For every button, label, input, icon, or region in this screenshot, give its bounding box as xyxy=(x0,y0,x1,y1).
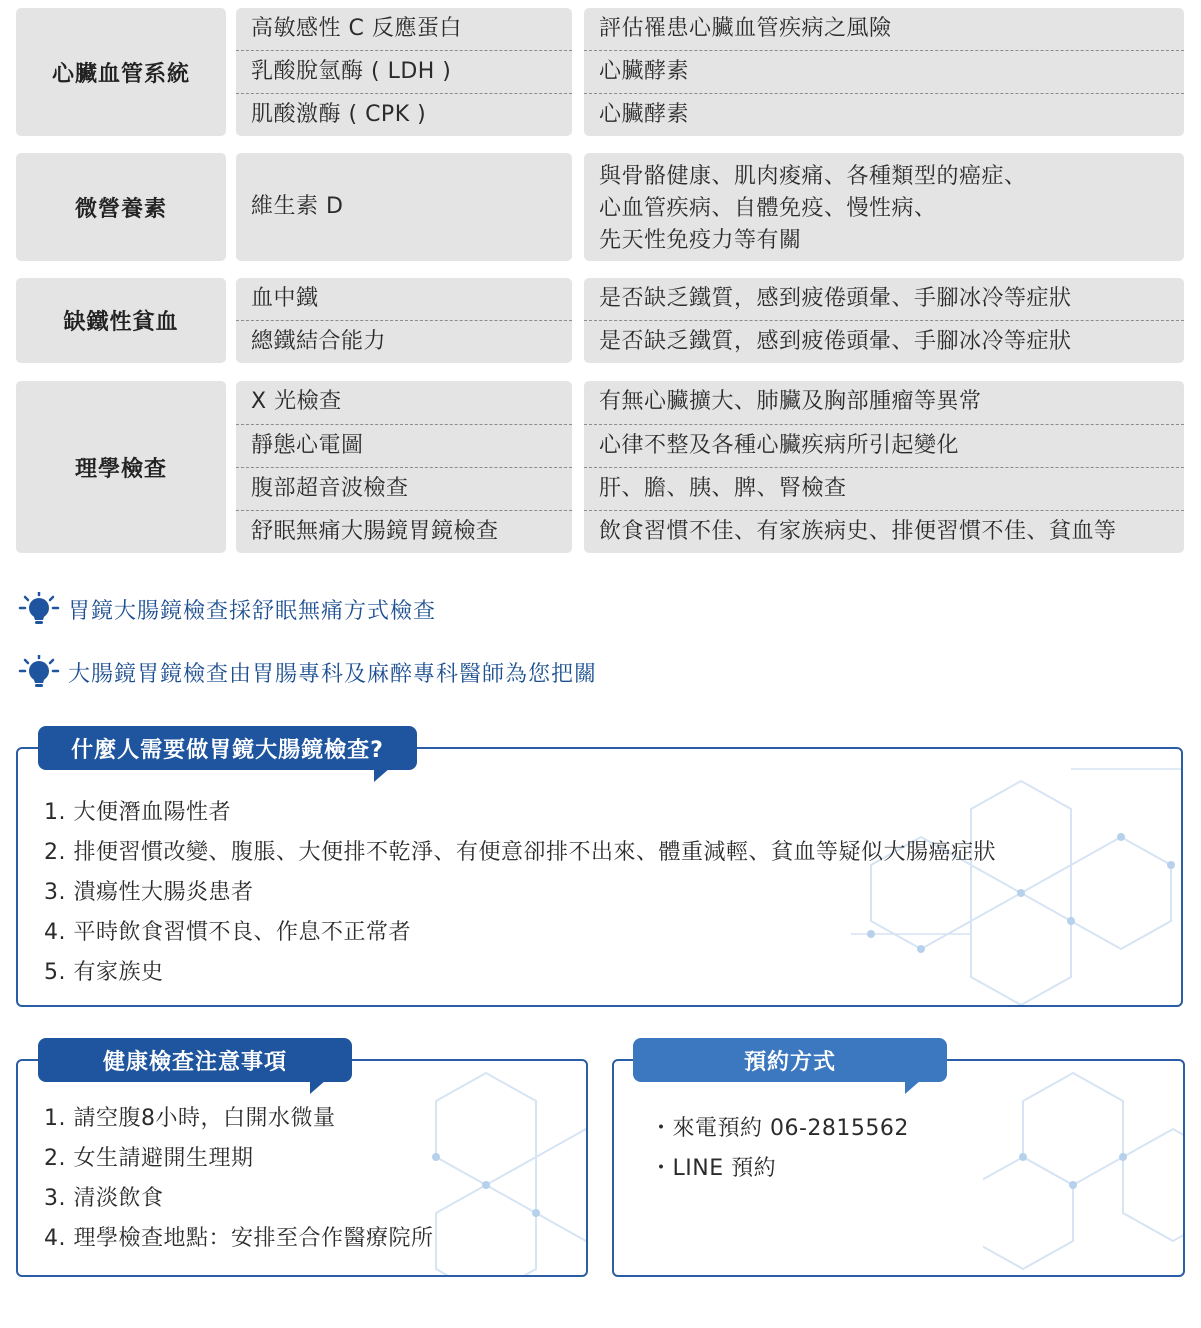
list-item: ・LINE 預約 xyxy=(650,1156,777,1181)
who-list xyxy=(44,793,996,993)
table-cell: 心臟酵素 xyxy=(584,50,1184,93)
list-item: 5. 有家族史 xyxy=(44,960,164,985)
table-cell: 維生素 D xyxy=(251,194,344,219)
note-column xyxy=(584,381,1184,553)
table-cell: 腹部超音波檢查 xyxy=(236,467,572,510)
table-group-physical xyxy=(16,381,1184,553)
note-column xyxy=(584,153,1184,261)
table-cell: 是否缺乏鐵質，感到疲倦頭暈、手腳冰冷等症狀 xyxy=(599,286,1072,311)
table-cell: 與骨骼健康、肌肉痠痛、各種類型的癌症、 xyxy=(599,164,1027,189)
note-column xyxy=(584,8,1184,136)
table-cell: 先天性免疫力等有關 xyxy=(599,228,802,253)
list-item: 1. 請空腹8小時，白開水微量 xyxy=(44,1106,336,1131)
category-label: 微營養素 xyxy=(16,153,226,261)
list-item: 3. 潰瘍性大腸炎患者 xyxy=(44,880,254,905)
section-title: 健康檢查注意事項 xyxy=(102,1049,287,1075)
tag-tail xyxy=(905,1080,921,1094)
table-cell: 評估罹患心臟血管疾病之風險 xyxy=(599,16,892,41)
category-label: 理學檢查 xyxy=(16,381,226,553)
item-column xyxy=(236,8,572,136)
table-cell: 血中鐵 xyxy=(251,286,319,311)
category-label: 心臟血管系統 xyxy=(16,8,226,136)
table-cell: 有無心臟擴大、肺臟及胸部腫瘤等異常 xyxy=(599,389,982,414)
tag-tail xyxy=(310,1080,326,1094)
list-item: 2. 排便習慣改變、腹脹、大便排不乾淨、有便意卻排不出來、體重減輕、貧血等疑似大腸癌症狀 xyxy=(44,840,996,865)
list-item: 1. 大便潛血陽性者 xyxy=(44,800,231,825)
table-cell: 高敏感性 C 反應蛋白 xyxy=(251,16,462,41)
table-cell: 飲食習慣不佳、有家族病史、排便習慣不佳、貧血等 xyxy=(584,510,1184,553)
table-cell: 靜態心電圖 xyxy=(236,424,572,467)
table-cell: 心臟酵素 xyxy=(584,93,1184,136)
item-column xyxy=(236,153,572,261)
table-cell: 肌酸激酶 ( CPK ) xyxy=(236,93,572,136)
notice-box xyxy=(16,1059,588,1277)
hexagon-decoration xyxy=(983,1061,1183,1275)
item-column xyxy=(236,278,572,363)
tag-tail xyxy=(374,768,390,782)
table-cell: 心血管疾病、自體免疫、慢性病、 xyxy=(599,196,937,221)
list-item: 4. 理學檢查地點：安排至合作醫療院所 xyxy=(44,1226,434,1251)
item-column xyxy=(236,381,572,553)
notice-title-tag xyxy=(38,1038,352,1082)
list-item: 4. 平時飲食習慣不良、作息不正常者 xyxy=(44,920,411,945)
note-column xyxy=(584,278,1184,363)
tip-text: 大腸鏡胃鏡檢查由胃腸專科及麻醉專科醫師為您把關 xyxy=(68,661,598,687)
table-group-micronutrient xyxy=(16,153,1184,261)
notice-list xyxy=(44,1099,434,1259)
section-title: 預約方式 xyxy=(743,1049,836,1075)
table-group-cardio xyxy=(16,8,1184,136)
lightbulb-icon xyxy=(18,655,60,689)
list-item: 3. 清淡飲食 xyxy=(44,1186,164,1211)
section-title: 什麼人需要做胃鏡大腸鏡檢查? xyxy=(71,737,384,763)
table-cell: 肝、膽、胰、脾、腎檢查 xyxy=(584,467,1184,510)
booking-title-tag xyxy=(633,1038,947,1082)
tip-text: 胃鏡大腸鏡檢查採舒眠無痛方式檢查 xyxy=(68,598,437,624)
booking-list xyxy=(650,1109,909,1189)
table-group-anemia xyxy=(16,278,1184,363)
who-title-tag xyxy=(38,726,417,770)
table-cell: X 光檢查 xyxy=(251,389,342,414)
lightbulb-icon xyxy=(18,592,60,626)
category-label: 缺鐵性貧血 xyxy=(16,278,226,363)
table-cell: 總鐵結合能力 xyxy=(236,320,572,363)
table-cell: 心律不整及各種心臟疾病所引起變化 xyxy=(584,424,1184,467)
tip-item xyxy=(18,592,436,626)
list-item: ・來電預約 06-2815562 xyxy=(650,1116,909,1141)
who-needs-box xyxy=(16,747,1183,1007)
list-item: 2. 女生請避開生理期 xyxy=(44,1146,254,1171)
tip-item xyxy=(18,655,597,689)
table-cell: 乳酸脫氫酶 ( LDH ) xyxy=(236,50,572,93)
table-cell: 舒眠無痛大腸鏡胃鏡檢查 xyxy=(236,510,572,553)
booking-box xyxy=(612,1059,1185,1277)
table-cell: 是否缺乏鐵質，感到疲倦頭暈、手腳冰冷等症狀 xyxy=(584,320,1184,363)
